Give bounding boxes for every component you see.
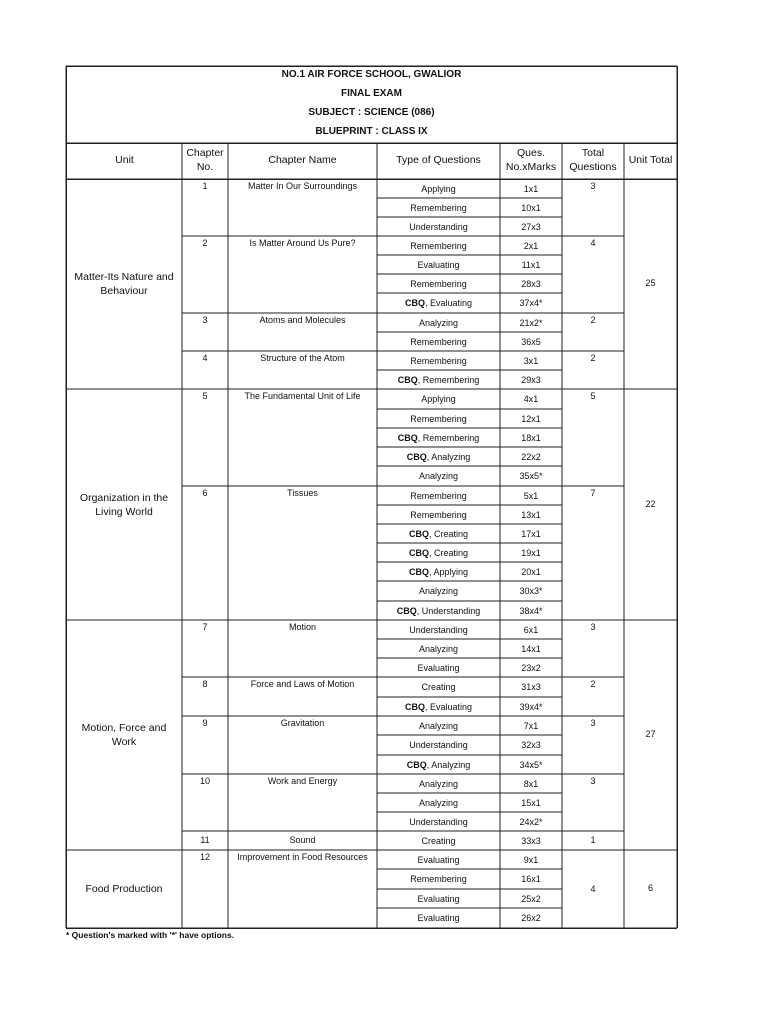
question-marks-cell: 14x1 [521,643,541,654]
chapter-number: 11 [200,835,210,845]
question-marks-cell: 21x2* [519,317,543,328]
question-marks-cell: 17x1 [521,528,541,539]
question-marks-cell: 2x1 [523,240,539,251]
cbq-label: CBQ [397,432,418,443]
chapter-number: 9 [202,718,208,728]
question-marks-cell: 27x3 [521,221,541,232]
question-type-cell [377,874,500,885]
question-type-text: Applying [421,183,456,194]
question-type-cell [377,606,500,617]
question-marks-cell: 32x3 [521,740,541,750]
chapter-total-questions: 2 [590,353,596,363]
cbq-label: CBQ [408,566,429,577]
question-marks-cell: 34x5* [519,759,543,770]
question-type-text: Evaluating [417,662,460,673]
question-type-cell [377,241,500,252]
cbq-label: CBQ [408,547,429,558]
question-marks-cell: 36x5 [521,336,541,347]
question-type-text: Analyzing [418,778,459,789]
chapter-name: The Fundamental Unit of Life [244,391,361,401]
question-type-cell [377,433,500,444]
question-marks-cell: 26x2 [521,913,541,923]
question-marks-cell: 37x4* [519,298,543,308]
question-marks-cell: 19x1 [521,547,541,558]
question-marks-cell: 4x1 [523,394,539,404]
question-type-text: Analyzing [418,720,459,731]
question-marks-cell: 15x1 [521,797,541,808]
question-marks-cell: 9x1 [523,854,539,865]
chapter-name: Is Matter Around Us Pure? [249,238,356,248]
question-type-text: Understanding [409,816,468,827]
cbq-label: CBQ [404,701,425,712]
question-type-cell [377,356,500,367]
question-type-text: Remembering [410,336,467,347]
cbq-label: CBQ [396,605,417,616]
chapter-total-questions: 3 [590,622,596,632]
chapter-number: 6 [202,488,208,498]
chapter-name: Sound [289,835,316,845]
chapter-number: 3 [202,315,208,325]
chapter-name: Work and Energy [267,776,338,786]
unit-name: Living World [95,505,153,518]
question-type-cell [377,682,500,693]
question-type-text: Remembering [410,874,467,884]
header-ques-line1: Ques. [516,147,545,159]
chapter-number: 2 [202,238,208,248]
question-type-text: Remembering [410,355,467,366]
question-marks-cell: 8x1 [523,778,539,789]
question-type-cell [377,222,500,233]
header-type-of-questions: Type of Questions [396,154,481,166]
question-marks-cell: 6x1 [523,624,539,635]
chapter-name: Improvement in Food Resources [237,852,368,862]
question-marks-cell: 16x1 [521,874,541,884]
chapter-name: Structure of the Atom [260,353,345,363]
school-name: NO.1 AIR FORCE SCHOOL, GWALIOR [281,69,462,80]
question-marks-cell: 39x4* [519,701,543,712]
question-type-cell [377,567,500,578]
question-type-text: Creating [421,835,456,846]
question-type-cell [377,260,500,271]
question-type-text: Evaluating [417,893,460,904]
question-type-cell [377,491,500,502]
question-type-text: Remembering [410,490,467,501]
question-type-text: Creating [421,682,456,692]
question-type-text: Remembering [410,278,467,289]
chapter-total-questions: 3 [590,776,596,786]
question-marks-cell: 5x1 [523,490,539,501]
question-type-cell [377,529,500,540]
question-marks-cell: 12x1 [521,413,541,424]
chapter-total-questions: 7 [590,488,596,498]
question-type-text: , Understanding [416,605,481,616]
chapter-total-questions: 1 [590,835,596,845]
chapter-name: Matter In Our Surroundings [247,181,358,191]
unit-name: Matter-Its Nature and [74,271,174,283]
question-type-text: , Remembering [417,432,480,443]
chapter-name: Motion [288,622,316,632]
question-type-cell [377,836,500,847]
question-type-cell [377,625,500,636]
unit-total: 25 [645,278,656,288]
header-total-line1: Total [581,147,605,159]
chapter-number: 4 [202,353,208,363]
chapter-total-questions: 3 [590,181,596,191]
question-type-text: , Analyzing [426,451,471,462]
question-type-text: Analyzing [418,471,459,481]
chapter-number: 10 [199,776,210,786]
question-type-text: Evaluating [417,854,460,865]
question-type-cell [377,375,500,386]
question-type-text: Evaluating [417,913,460,923]
question-type-text: Remembering [410,240,467,251]
question-marks-cell: 10x1 [521,202,541,213]
question-type-text: , Analyzing [426,759,471,770]
header-unit-total: Unit Total [628,154,673,166]
question-type-cell [377,318,500,329]
chapter-number: 1 [202,181,208,191]
question-marks-cell: 18x1 [521,432,541,443]
chapter-total-questions: 4 [590,238,596,248]
cbq-label: CBQ [408,528,429,539]
question-type-text: , Remembering [417,374,480,385]
chapter-number: 5 [202,391,208,401]
question-type-text: Understanding [409,221,468,232]
chapter-number: 7 [202,622,208,632]
question-type-cell [377,721,500,732]
question-type-text: , Creating [428,528,469,539]
question-type-cell [377,279,500,290]
question-type-text: , Creating [428,547,469,558]
question-type-text: Analyzing [418,317,459,328]
header-chapter-no-line1: Chapter [186,147,224,159]
question-type-cell [377,586,500,597]
header-ques-line2: No.xMarks [505,161,557,173]
question-type-cell [377,644,500,655]
cbq-label: CBQ [404,298,425,308]
question-marks-cell: 25x2 [521,893,541,904]
unit-name: Motion, Force and [81,722,167,734]
header-chapter-name: Chapter Name [268,154,337,166]
question-type-cell [377,894,500,905]
question-marks-cell: 22x2 [521,451,541,462]
unit-total: 27 [645,729,656,739]
chapter-total-questions: 3 [590,718,596,728]
chapter-total-questions: 4 [590,884,596,894]
question-type-cell [377,394,500,405]
chapter-number: 12 [199,852,210,862]
exam-name: FINAL EXAM [341,88,402,99]
question-type-text: , Evaluating [424,701,473,712]
unit-name: Work [111,736,137,748]
question-type-text: Evaluating [417,259,460,270]
question-type-text: , Applying [428,566,469,577]
question-type-text: Understanding [409,740,468,750]
unit-total: 6 [647,883,653,893]
question-marks-cell: 33x3 [521,835,541,846]
header-total-line2: Questions [569,161,617,173]
chapter-name: Tissues [287,488,318,498]
question-marks-cell: 7x1 [523,720,539,731]
question-type-text: Analyzing [418,586,459,596]
question-type-cell [377,913,500,924]
question-type-text: Analyzing [418,797,459,808]
question-marks-cell: 31x3 [521,682,541,692]
question-type-cell [377,184,500,195]
question-marks-cell: 23x2 [521,662,541,673]
question-marks-cell: 30x3* [519,586,543,596]
unit-name: Behaviour [100,285,148,297]
footnote: * Question's marked with '*' have options. [66,930,235,940]
question-type-cell [377,452,500,463]
question-type-cell [377,414,500,425]
chapter-name: Atoms and Molecules [259,315,346,325]
cbq-label: CBQ [406,451,427,462]
cbq-label: CBQ [406,759,427,770]
question-type-cell [377,471,500,482]
unit-name: Organization in the [79,491,169,504]
chapter-number: 8 [202,679,208,689]
question-type-cell [377,760,500,771]
question-marks-cell: 28x3 [521,278,541,289]
question-type-cell [377,298,500,309]
question-type-text: Analyzing [418,643,459,654]
question-type-text: , Evaluating [424,298,473,308]
blueprint-line: BLUEPRINT : CLASS IX [315,126,428,137]
question-type-cell [377,548,500,559]
question-marks-cell: 20x1 [521,566,541,577]
question-marks-cell: 13x1 [521,509,541,520]
chapter-name: Gravitation [280,718,325,728]
header-chapter-no-line2: No. [196,161,214,173]
question-marks-cell: 3x1 [523,355,539,366]
question-type-cell [377,203,500,214]
question-type-text: Remembering [410,202,467,213]
question-type-text: Applying [421,394,456,404]
question-type-cell [377,779,500,790]
question-marks-cell: 38x4* [519,605,543,616]
question-type-text: Remembering [410,509,467,520]
question-type-cell [377,702,500,713]
subject-line: SUBJECT : SCIENCE (086) [308,107,435,118]
question-type-text: Understanding [409,624,468,635]
question-marks-cell: 11x1 [521,259,541,270]
question-type-cell [377,510,500,521]
question-type-text: Remembering [410,413,467,424]
question-type-cell [377,855,500,866]
cbq-label: CBQ [397,374,418,385]
question-marks-cell: 24x2* [519,816,543,827]
question-type-cell [377,740,500,751]
unit-total: 22 [645,498,656,509]
chapter-total-questions: 2 [590,315,596,325]
question-marks-cell: 1x1 [523,183,539,194]
question-type-cell [377,337,500,348]
chapter-name: Force and Laws of Motion [250,679,355,689]
unit-name: Food Production [85,883,163,895]
question-type-cell [377,798,500,809]
question-type-cell [377,817,500,828]
question-marks-cell: 35x5* [519,471,543,481]
chapter-total-questions: 2 [590,679,596,689]
question-marks-cell: 29x3 [521,374,541,385]
header-unit: Unit [115,154,134,166]
chapter-total-questions: 5 [590,391,596,401]
question-type-cell [377,663,500,674]
